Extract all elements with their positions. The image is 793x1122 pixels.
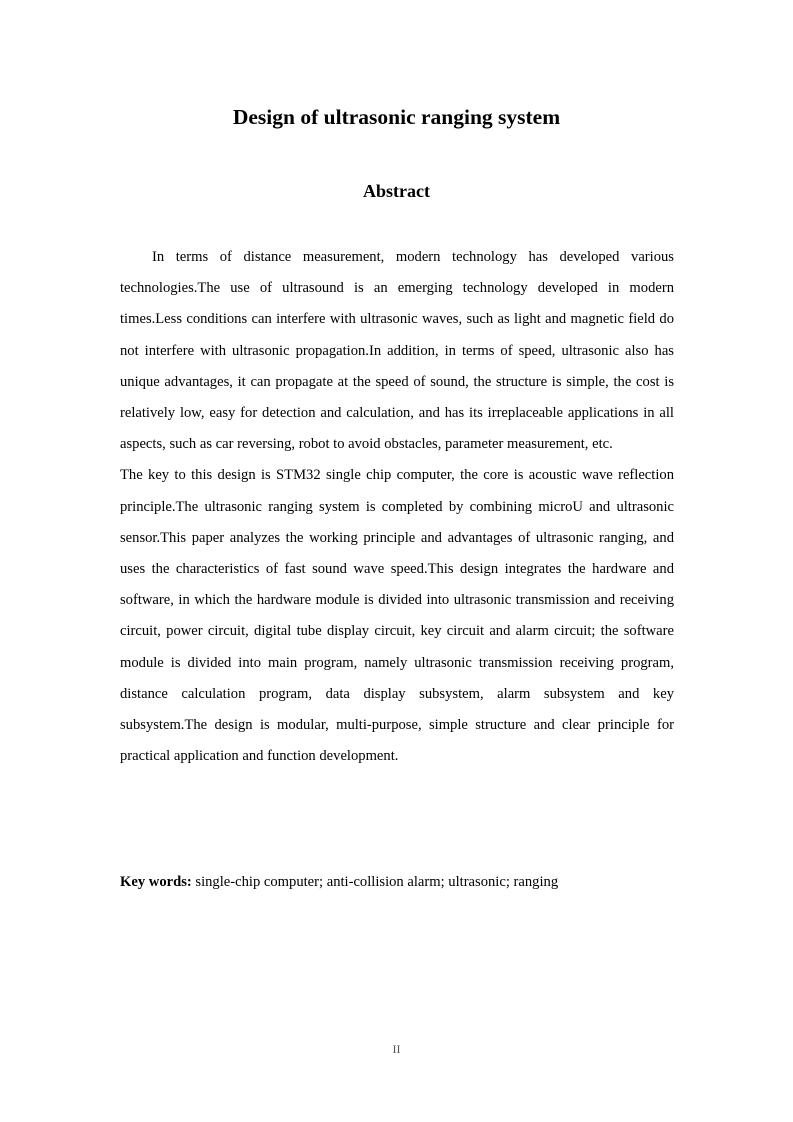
abstract-heading: Abstract bbox=[363, 181, 430, 201]
keywords-line bbox=[120, 867, 674, 898]
keywords-label: Key words: bbox=[120, 874, 192, 890]
abstract-body bbox=[120, 242, 674, 772]
keywords-list: single-chip computer; anti-collision alarm; ultrasonic; ranging bbox=[195, 874, 559, 890]
abstract-paragraph-2: The key to this design is STM32 single chip computer, the core is acoustic wave reflection principle.The ultrasonic ranging system is completed by combining microU and ultrasonic sensor.This paper analyzes the working principle and advantages of ultrasonic ranging, and uses the characteristics of fast sound wave speed.This design integrates the hardware and software, in which the hardware module is divided into ultrasonic transmission and receiving circuit, power circuit, digital tube display circuit, key circuit and alarm circuit; the software module is divided into main program, namely ultrasonic transmission receiving program, distance calculation program, data display subsystem, alarm subsystem and key subsystem.The design is modular, multi-purpose, simple structure and clear principle for practical application and function development. bbox=[120, 467, 674, 765]
paper-title: Design of ultrasonic ranging system bbox=[232, 105, 561, 129]
abstract-paragraph-1: In terms of distance measurement, modern technology has developed various technologies.The use of ultrasound is an emerging technology developed in modern times.Less conditions can interfere with ultrasonic waves, such as light and magnetic field do not interfere with ultrasonic propagation.In addition, in terms of speed, ultrasonic also has unique advantages, it can propagate at the speed of sound, the structure is simple, the cost is relatively low, easy for detection and calculation, and has its irreplaceable applications in all aspects, such as car reversing, robot to avoid obstacles, parameter measurement, etc. bbox=[120, 249, 674, 453]
page-number: II bbox=[392, 1042, 401, 1056]
